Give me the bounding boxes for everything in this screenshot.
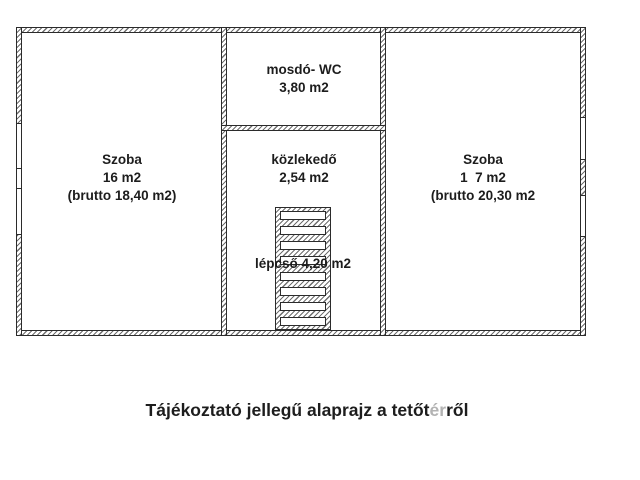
wall-right xyxy=(580,27,586,336)
room-area: 16 m2 xyxy=(102,170,142,185)
room-label-hall xyxy=(271,151,336,187)
room-label-bath xyxy=(267,61,342,97)
room-brutto: (brutto 18,40 m2) xyxy=(67,188,177,203)
room-area: 1 7 m2 xyxy=(460,170,506,185)
caption-part1: Tájékoztató jellegű alaprajz a tetőt xyxy=(145,400,430,420)
room-name: Szoba xyxy=(463,152,503,167)
stair-tread xyxy=(280,241,326,250)
stair-tread xyxy=(280,272,326,281)
room-brutto: (brutto 20,30 m2 xyxy=(430,188,536,203)
wall-interior-right xyxy=(380,27,386,336)
room-name: Szoba xyxy=(102,152,142,167)
caption-part3: ről xyxy=(446,400,469,420)
wall-interior-left xyxy=(221,27,227,336)
stair-tread xyxy=(280,317,326,326)
window-mullion xyxy=(17,188,21,189)
room-area: 3,80 m2 xyxy=(279,80,329,95)
room-area: 2,54 m2 xyxy=(279,170,329,185)
wall-top xyxy=(16,27,586,33)
window-mullion xyxy=(17,168,21,169)
caption-part2: ér xyxy=(429,400,447,420)
plan-caption xyxy=(146,400,469,421)
stair-tread xyxy=(280,226,326,235)
stairs-label: lépcső 4,20 m2 xyxy=(254,256,352,271)
window-left xyxy=(16,123,22,235)
room-label-left xyxy=(68,151,177,205)
stair-tread xyxy=(280,211,326,220)
window-right-upper xyxy=(580,117,586,160)
stair-tread xyxy=(280,287,326,296)
room-label-right xyxy=(431,151,535,205)
wall-interior-horizontal xyxy=(221,125,386,131)
stair-tread xyxy=(280,302,326,311)
wall-bottom xyxy=(16,330,586,336)
room-name: közlekedő xyxy=(271,152,337,167)
window-right-lower xyxy=(580,195,586,237)
room-name: mosdó- WC xyxy=(266,62,342,77)
